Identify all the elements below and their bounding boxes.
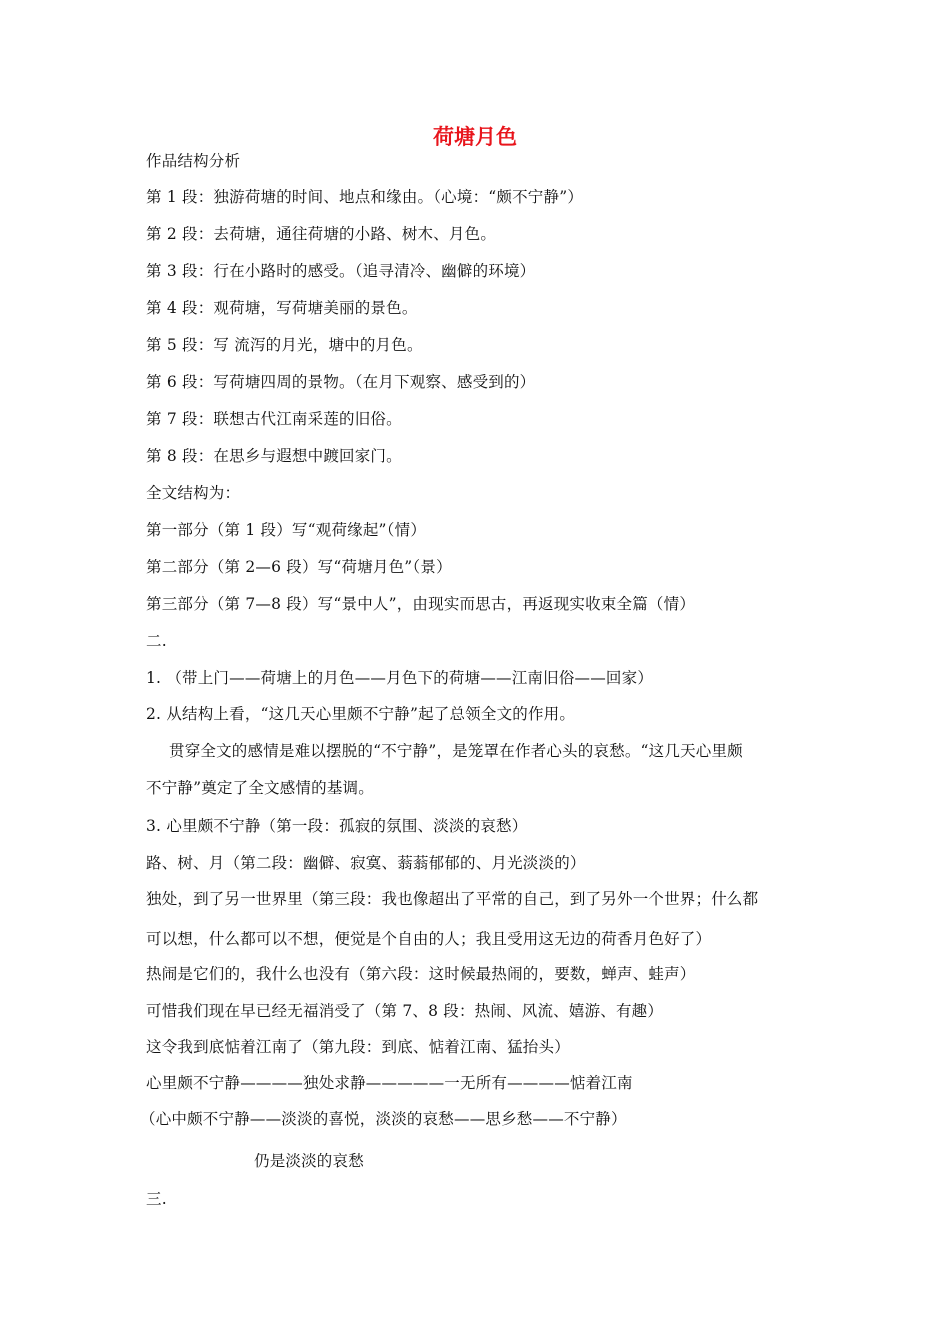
paragraph-line: 热闹是它们的，我什么也没有（第六段：这时候最热闹的，要数，蝉声、蛙声） [146,965,696,983]
paragraph-line: 这令我到底惦着江南了（第九段：到底、惦着江南、猛抬头） [146,1038,570,1056]
paragraph-line: 心里颇不宁静————独处求静—————一无所有————惦着江南 [146,1074,633,1092]
paragraph-line: 第 3 段：行在小路时的感受。（追寻清冷、幽僻的环境） [146,262,536,280]
paragraph-line: 第 4 段：观荷塘，写荷塘美丽的景色。 [146,299,418,317]
section-heading: 全文结构为： [146,484,241,502]
paragraph-line: 贯穿全文的感情是难以摆脱的“不宁静”，是笼罩在作者心头的哀愁。“这几天心里颇 [169,742,743,760]
section-number: 二. [146,632,167,650]
paragraph-line: 可惜我们现在早已经无福消受了（第 7、8 段：热闹、风流、嬉游、有趣） [146,1002,664,1020]
paragraph-line: 独处，到了另一世界里（第三段：我也像超出了平常的自己，到了另外一个世界；什么都 [146,890,759,908]
paragraph-line: （心中颇不宁静——淡淡的喜悦，淡淡的哀愁——思乡愁——不宁静） [140,1110,627,1128]
paragraph-line: 不宁静”奠定了全文感情的基调。 [146,779,374,797]
paragraph-line: 1. （带上门——荷塘上的月色——月色下的荷塘——江南旧俗——回家） [146,669,654,687]
paragraph-line: 第 7 段：联想古代江南采莲的旧俗。 [146,410,402,428]
paragraph-line: 第三部分（第 7—8 段）写“景中人”，由现实而思古，再返现实收束全篇（情） [146,595,696,613]
paragraph-line: 第一部分（第 1 段）写“观荷缘起”（情） [146,521,427,539]
paragraph-line: 第 5 段：写 流泻的月光，塘中的月色。 [146,336,423,354]
paragraph-line: 路、树、月（第二段：幽僻、寂寞、蓊蓊郁郁的、月光淡淡的） [146,854,586,872]
section-number: 三. [146,1190,167,1208]
document-title: 荷塘月色 [433,125,517,149]
paragraph-line: 第 1 段：独游荷塘的时间、地点和缘由。（心境：“颇不宁静”） [146,188,584,206]
paragraph-line: 仍是淡淡的哀愁 [254,1152,364,1170]
paragraph-line: 第 6 段：写荷塘四周的景物。（在月下观察、感受到的） [146,373,536,391]
paragraph-line: 第 8 段：在思乡与遐想中踱回家门。 [146,447,402,465]
paragraph-line: 可以想，什么都可以不想，便觉是个自由的人；我且受用这无边的荷香月色好了） [146,930,712,948]
section-heading: 作品结构分析 [146,152,241,170]
paragraph-line: 2. 从结构上看，“这几天心里颇不宁静”起了总领全文的作用。 [146,705,576,723]
paragraph-line: 第 2 段：去荷塘，通往荷塘的小路、树木、月色。 [146,225,497,243]
paragraph-line: 3. 心里颇不宁静（第一段：孤寂的氛围、淡淡的哀愁） [146,817,528,835]
paragraph-line: 第二部分（第 2—6 段）写“荷塘月色”（景） [146,558,452,576]
